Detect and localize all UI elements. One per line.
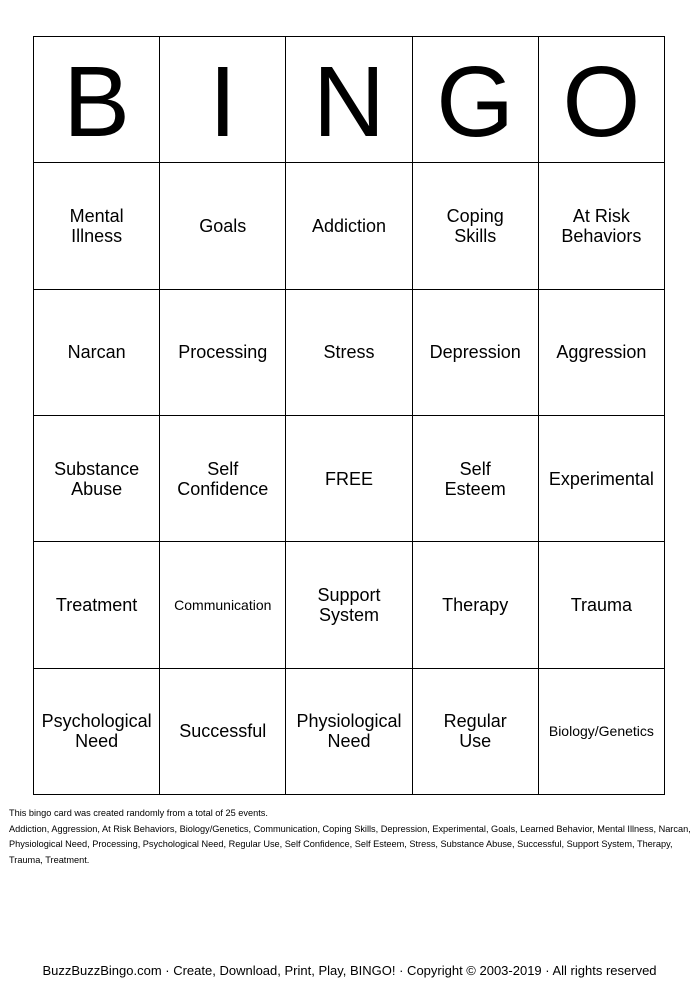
- bingo-card: [33, 36, 665, 795]
- cell-label: Coping Skills: [446, 205, 504, 246]
- header-letter-b: B: [34, 37, 160, 163]
- cell-label: Support System: [317, 584, 381, 625]
- bingo-cell: [539, 542, 665, 668]
- cell-label: At Risk Behaviors: [561, 205, 642, 246]
- bingo-cell: [34, 290, 160, 416]
- bingo-cell: [286, 163, 412, 289]
- bingo-cell: [539, 416, 665, 542]
- cell-label: Experimental: [548, 468, 654, 489]
- footnote-event-list: Addiction, Aggression, At Risk Behaviors, Biology/Genetics, Communication, Coping Skills, Depression, Experimental, Goals, Learned Behavior, Mental Illness, Narcan, Physiological Need, Processing, Psychological Need, Regular Use, Self Confidence, Self Esteem, Stress, Substance Abuse, Successful, Support System, Therapy, Trauma, Treatment.: [9, 823, 691, 865]
- cell-label: Mental Illness: [69, 205, 124, 246]
- bingo-cell: [413, 669, 539, 795]
- cell-label: Therapy: [442, 594, 509, 615]
- cell-label: Biology/Genetics: [548, 723, 654, 740]
- bingo-cell: [34, 416, 160, 542]
- cell-label: Stress: [323, 342, 375, 363]
- cell-label: Processing: [178, 342, 268, 363]
- bingo-cell: [413, 542, 539, 668]
- bingo-cell: [160, 542, 286, 668]
- header-letter-o: O: [539, 37, 665, 163]
- header-letter-g: G: [413, 37, 539, 163]
- bingo-cell: [413, 290, 539, 416]
- cell-label: Self Esteem: [444, 458, 506, 499]
- cell-label: Regular Use: [443, 711, 507, 752]
- cell-label: Trauma: [570, 594, 633, 615]
- cell-label: Psychological Need: [41, 711, 152, 752]
- bingo-cell: [34, 669, 160, 795]
- bingo-cell: [160, 290, 286, 416]
- cell-label: Goals: [199, 215, 247, 236]
- bingo-cell: [34, 163, 160, 289]
- bingo-cell: [160, 669, 286, 795]
- bingo-cell-free: [286, 416, 412, 542]
- cell-label: Physiological Need: [296, 711, 402, 752]
- header-letter-n: N: [286, 37, 412, 163]
- cell-label: Communication: [174, 596, 272, 613]
- header-letter-i: I: [160, 37, 286, 163]
- bingo-cell: [539, 163, 665, 289]
- cell-label: FREE: [324, 468, 373, 489]
- cell-label: Aggression: [556, 342, 647, 363]
- bingo-cell: [160, 163, 286, 289]
- bingo-cell: [539, 290, 665, 416]
- cell-label: Successful: [179, 721, 267, 742]
- cell-label: Substance Abuse: [54, 458, 140, 499]
- footnote-intro: This bingo card was created randomly from a total of 25 events.: [9, 808, 268, 818]
- bingo-cell: [34, 542, 160, 668]
- cell-label: Addiction: [311, 215, 387, 236]
- bingo-cell: [539, 669, 665, 795]
- bingo-cell: [413, 163, 539, 289]
- cell-label: Depression: [429, 342, 521, 363]
- bingo-cell: [286, 290, 412, 416]
- page-footer: BuzzBuzzBingo.com · Create, Download, Print, Play, BINGO! · Copyright © 2003-2019 · All rights reserved: [42, 963, 657, 978]
- bingo-cell: [286, 542, 412, 668]
- bingo-cell: [286, 669, 412, 795]
- card-footnote: [9, 806, 691, 868]
- bingo-cell: [413, 416, 539, 542]
- bingo-cell: [160, 416, 286, 542]
- cell-label: Self Confidence: [177, 458, 269, 499]
- cell-label: Treatment: [55, 594, 138, 615]
- cell-label: Narcan: [67, 342, 126, 363]
